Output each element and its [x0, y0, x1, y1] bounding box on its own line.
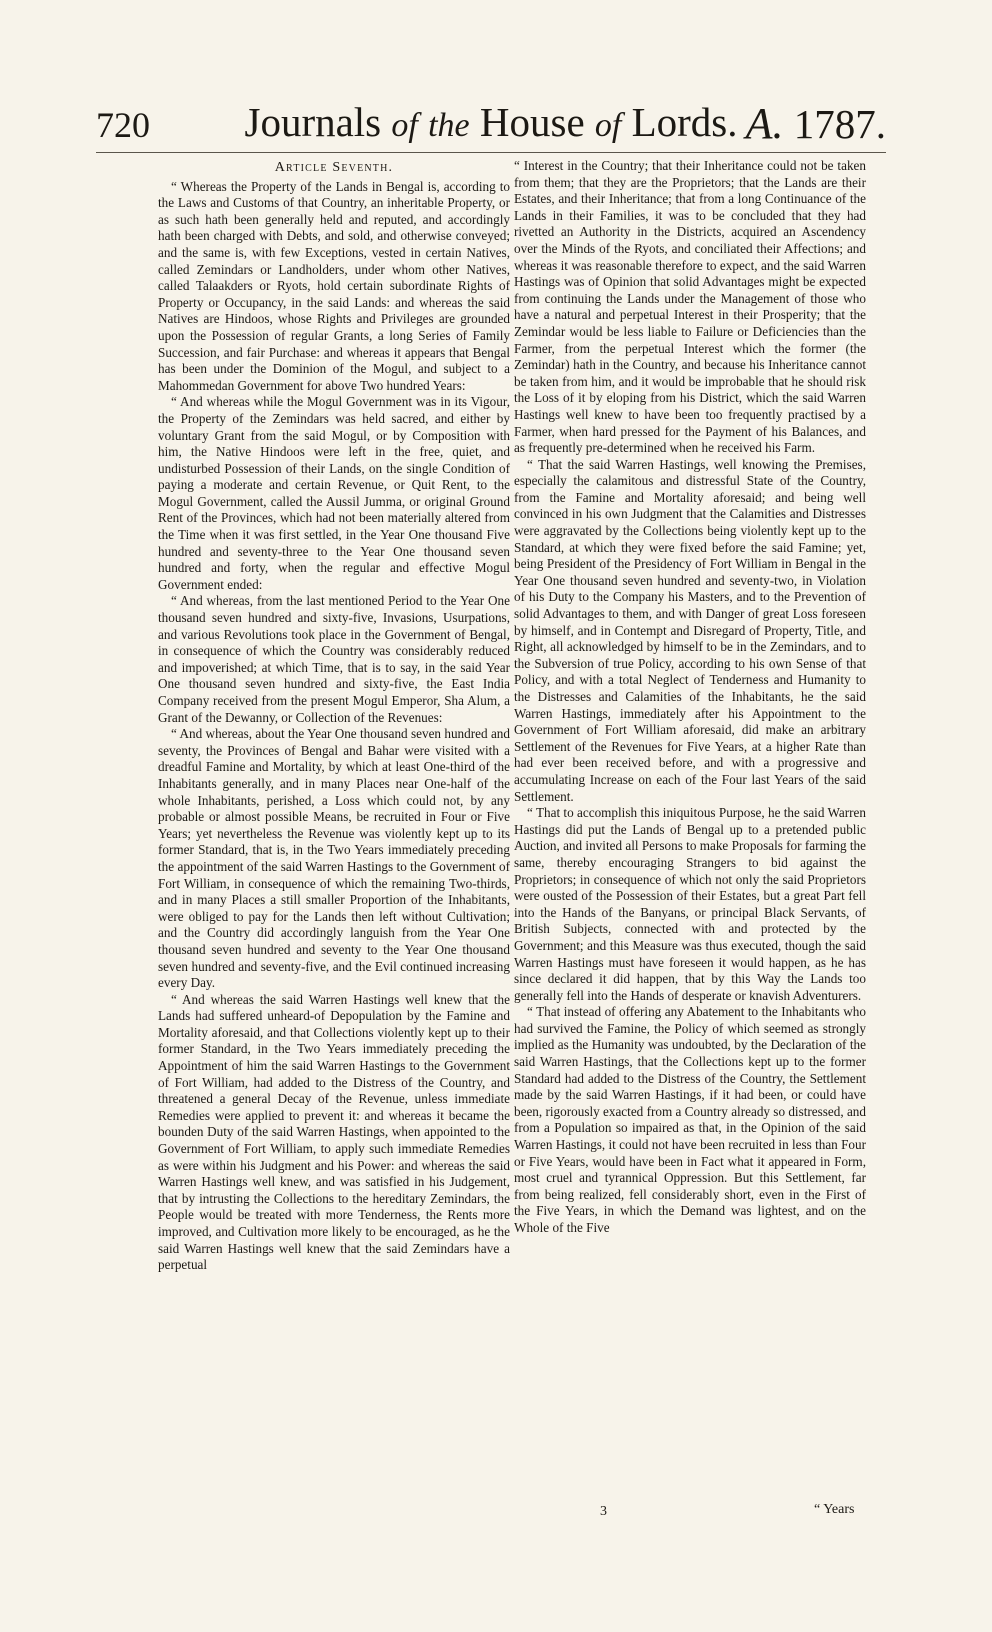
year-letter: A. — [745, 99, 784, 148]
right-column — [514, 158, 866, 1237]
title-of-2: of — [594, 107, 622, 144]
left-column — [158, 158, 510, 1274]
paragraph: “ And whereas the said Warren Hastings well knew that the Lands had suffered unheard-of Depopulation by the Famine and Mortality aforesaid, and that Collections violently kept up to their former Standard, in the Two Years immediately preceding the Appointment of him the said Warren Hastings to the Government of Fort William, had added to the Distress of the Country, and threatened a general Decay of the Revenue, unless immediate Remedies were applied to prevent it: and whereas it became the bounden Duty of the said Warren Hastings, when appointed to the Government of Fort William, to apply such immediate Remedies as were within his Judgment and his Power: and whereas the said Warren Hastings well knew, and was satisfied in his Judgement, that by intrusting the Collections to the hereditary Zemindars, the People would be treated with more Tenderness, the Rents more improved, and Cultivation more likely to be encouraged, as he the said Warren Hastings well knew that the said Zemindars have a perpetual — [158, 991, 510, 1273]
paragraph: “ Whereas the Property of the Lands in Bengal is, according to the Laws and Customs of that Country, an inheritable Property, or as such hath been generally held and reputed, and accordingly hath been charged with Debts, and sold, and otherwise conveyed; and the same is, with few Exceptions, vested in certain Natives, called Zemindars or Landholders, under whom other Natives, called Talaakders or Ryots, hold certain subordinate Rights of Property or Occupancy, in the said Lands: and whereas the said Natives are Hindoos, whose Rights and Privileges are grounded upon the Possession of regular Grants, a long Series of Family Succession, and fair Purchase: and whereas it appears that Bengal has been under the Dominion of the Mogul, and subject to a Mahommedan Government for above Two hundred Years: — [158, 178, 510, 393]
paragraph: “ And whereas, about the Year One thousand seven hundred and seventy, the Provinces of Bengal and Bahar were visited with a dreadful Famine and Mortality, by which at least One-third of the Inhabitants generally, and in many Places near One-half of the whole Inhabitants, perished, a Loss which could not, by any probable or almost possible Means, be recruited in Four or Five Years; yet nevertheless the Revenue was violently kept up to its former Standard, that is, in the Two Years immediately preceding the appointment of the said Warren Hastings to the Government of Fort William, in consequence of which the remaining Two-thirds, and in many Places a still smaller Proportion of the Inhabitants, were obliged to pay for the Lands then left without Cultivation; and the Country did accordingly languish from the Year One thousand seven hundred and seventy to the Year One thousand seven hundred and seventy-five, and the Evil continued increasing every Day. — [158, 726, 510, 991]
catchword: “ Years — [814, 1502, 855, 1517]
signature-mark: 3 — [600, 1504, 607, 1519]
title-lords: Lords. — [631, 99, 738, 145]
title-house: House — [479, 99, 585, 145]
paragraph: “ That to accomplish this iniquitous Purpose, he the said Warren Hastings did put the Lands of Bengal up to a pretended public Auction, and invited all Persons to make Proposals for farming the same, thereby encouraging Strangers to bid against the Proprietors; in consequence of which not only the said Proprietors were ousted of the Possession of their Estates, but a great Part fell into the Hands of the Banyans, or principal Black Servants, of British Subjects, connected with and protected by the Government; and this Measure was thus executed, though the said Warren Hastings must have foreseen it would happen, as he has since declared it did happen, that by this Way the Lands too generally fell into the Hands of desperate or knavish Adventurers. — [514, 805, 866, 1003]
article-title: Article Seventh. — [274, 160, 394, 175]
year-number: 1787. — [793, 101, 886, 147]
page-number: 720 — [96, 105, 150, 145]
running-header — [96, 96, 886, 153]
paragraph: “ And whereas, from the last mentioned Period to the Year One thousand seven hundred and sixty-five, Invasions, Usurpations, and various Revolutions took place in the Government of Bengal, in consequence of which the Country was considerably reduced and impoverished; at which Time, that is to say, in the said Year One thousand seven hundred and sixty-five, the East India Company received from the present Mogul Emperor, Sha Alum, a Grant of the Dewanny, or Collection of the Revenues: — [158, 593, 510, 725]
paragraph: “ That the said Warren Hastings, well knowing the Premises, especially the calamitous and distressful State of the Country, from the Famine and Mortality aforesaid; and being well convinced in his own Judgment that the Calamities and Distresses were aggravated by the Collections being violently kept up to the Standard, at which they were fixed before the said Famine; yet, being President of the Presidency of Fort William in Bengal in the Year One thousand seven hundred and seventy-two, in Violation of his Duty to the Company his Masters, and to the Prevention of solid Advantages to them, and with Danger of great Loss foreseen by himself, and in Contempt and Disregard of Property, Title, and Right, all acknowledged by himself to be in the Zemindars, and to the Subversion of true Policy, according to his own Sense of that Policy, and with a total Neglect of Tenderness and Humanity to the Distresses and Calamities of the Inhabitants, he the said Warren Hastings, immediately after his Appointment to the Government of Fort William aforesaid, did make an arbitrary Settlement of the Revenues for Five Years, at a higher Rate than had ever been received before, and with a progressive and accumulating Increase on each of the Four last Years of the said Settlement. — [514, 456, 866, 804]
title-of-1: of — [391, 107, 418, 144]
title-journals: Journals — [244, 99, 382, 145]
paragraph: “ Interest in the Country; that their Inheritance could not be taken from them; that they are the Proprietors; that the Lands are their Estates, and their Inheritance; that from a long Continuance of the Lands in their Families, it was to be concluded that they had rivetted an Authority in the Districts, acquired an Ascendency over the Minds of the Ryots, and conciliated their Affections; and whereas it was reasonable therefore to expect, and the said Warren Hastings was of Opinion that solid Advantages might be expected from continuing the Lands under the Management of those who have a natural and perpetual Interest in their Prosperity; that the Zemindar would be less liable to Failure or Deficiencies than the Farmer, from the perpetual Interest which the former (the Zemindar) hath in the Country, and because his Inheritance cannot be taken from him, and it would be improbable that he should risk the Loss of it by eloping from his District, which the said Warren Hastings well knew to have been too frequently practised by a Farmer, when hard pressed for the Payment of his Balances, and as frequently pre-determined when he received his Farm. — [514, 158, 866, 456]
title-the: the — [428, 107, 470, 144]
paragraph: “ That instead of offering any Abatement to the Inhabitants who had survived the Famine, the Policy of which seemed as strongly implied as the Humanity was undoubted, by the Declaration of the said Warren Hastings, that the Collections kept up to the former Standard had added to the Distress of the Country, the Settlement made by the said Warren Hastings, if it had been, or could have been, rigorously exacted from a Country already so distressed, and from a Population so impaired as that, in the Opinion of the said Warren Hastings, it could not have been recruited in less than Four or Five Years, would have been in Fact what it appeared in Form, most cruel and tyrannical Oppression. But this Settlement, far from being realized, fell considerably short, even in the First of the Five Years, in which the Demand was lightest, and on the Whole of the Five — [514, 1004, 866, 1235]
paragraph: “ And whereas while the Mogul Government was in its Vigour, the Property of the Zemindars was held sacred, and either by voluntary Grant from the said Mogul, or by Composition with him, the Native Hindoos were left in the free, quiet, and undisturbed Possession of their Lands, on the single Condition of paying a moderate and certain Revenue, or Quit Rent, to the Mogul Government, called the Aussil Jumma, or original Ground Rent of the Provinces, which had not been materially altered from the Time when it was first settled, in the Year One thousand Five hundred and seventy-three to the Year One thousand seven hundred and forty, when the regular and effective Mogul Government ended: — [158, 394, 510, 592]
year — [746, 98, 886, 149]
